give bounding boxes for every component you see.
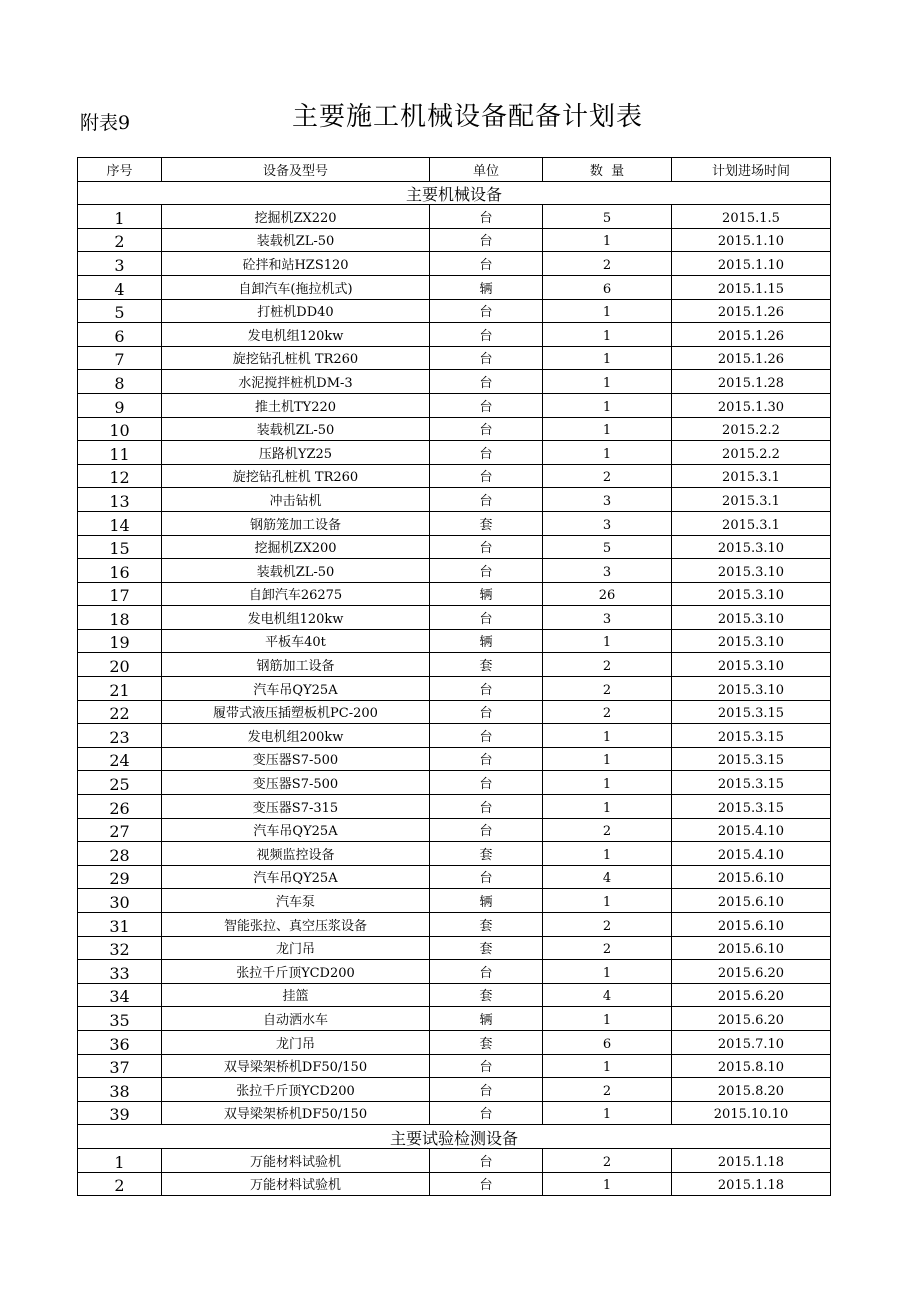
cell-unit: 台 <box>430 724 543 748</box>
cell-qty: 1 <box>543 1007 672 1031</box>
cell-qty: 1 <box>543 889 672 913</box>
cell-no: 24 <box>78 747 162 771</box>
cell-name: 砼拌和站HZS120 <box>162 252 430 276</box>
cell-unit: 台 <box>430 795 543 819</box>
cell-no: 8 <box>78 370 162 394</box>
cell-date: 2015.1.26 <box>672 346 831 370</box>
cell-qty: 26 <box>543 582 672 606</box>
cell-unit: 台 <box>430 346 543 370</box>
table-row <box>78 1148 831 1172</box>
cell-date: 2015.3.15 <box>672 747 831 771</box>
cell-no: 1 <box>78 1148 162 1172</box>
cell-no: 15 <box>78 535 162 559</box>
table-row <box>78 1172 831 1196</box>
cell-qty: 3 <box>543 488 672 512</box>
cell-name: 张拉千斤顶YCD200 <box>162 1078 430 1102</box>
cell-unit: 台 <box>430 1078 543 1102</box>
cell-date: 2015.2.2 <box>672 441 831 465</box>
header-date: 计划进场时间 <box>672 158 831 182</box>
cell-qty: 1 <box>543 795 672 819</box>
cell-date: 2015.4.10 <box>672 842 831 866</box>
cell-qty: 1 <box>543 417 672 441</box>
cell-name: 万能材料试验机 <box>162 1172 430 1196</box>
cell-qty: 3 <box>543 511 672 535</box>
cell-unit: 台 <box>430 441 543 465</box>
cell-date: 2015.3.10 <box>672 582 831 606</box>
cell-name: 装载机ZL-50 <box>162 417 430 441</box>
cell-no: 36 <box>78 1030 162 1054</box>
cell-unit: 套 <box>430 653 543 677</box>
cell-unit: 台 <box>430 960 543 984</box>
cell-no: 37 <box>78 1054 162 1078</box>
cell-no: 4 <box>78 275 162 299</box>
cell-name: 压路机YZ25 <box>162 441 430 465</box>
cell-unit: 台 <box>430 747 543 771</box>
cell-unit: 辆 <box>430 275 543 299</box>
table-row <box>78 606 831 630</box>
cell-qty: 2 <box>543 936 672 960</box>
cell-date: 2015.3.10 <box>672 606 831 630</box>
cell-name: 钢筋加工设备 <box>162 653 430 677</box>
header-unit: 单位 <box>430 158 543 182</box>
cell-unit: 辆 <box>430 582 543 606</box>
cell-no: 34 <box>78 983 162 1007</box>
appendix-label: 附表9 <box>80 112 131 134</box>
table-row <box>78 511 831 535</box>
table-row <box>78 1078 831 1102</box>
cell-qty: 5 <box>543 205 672 229</box>
cell-qty: 1 <box>543 1172 672 1196</box>
cell-qty: 1 <box>543 724 672 748</box>
table-row <box>78 1054 831 1078</box>
cell-no: 28 <box>78 842 162 866</box>
cell-no: 6 <box>78 323 162 347</box>
cell-unit: 台 <box>430 559 543 583</box>
cell-qty: 1 <box>543 346 672 370</box>
cell-name: 旋挖钻孔桩机 TR260 <box>162 346 430 370</box>
cell-date: 2015.3.15 <box>672 795 831 819</box>
cell-no: 19 <box>78 629 162 653</box>
cell-date: 2015.1.10 <box>672 252 831 276</box>
cell-qty: 2 <box>543 913 672 937</box>
cell-name: 发电机组120kw <box>162 606 430 630</box>
cell-no: 3 <box>78 252 162 276</box>
table-row <box>78 559 831 583</box>
table-row <box>78 1007 831 1031</box>
cell-no: 21 <box>78 677 162 701</box>
cell-date: 2015.1.18 <box>672 1172 831 1196</box>
cell-name: 挖掘机ZX200 <box>162 535 430 559</box>
cell-no: 12 <box>78 464 162 488</box>
table-row <box>78 346 831 370</box>
section-title-machinery: 主要机械设备 <box>78 181 831 205</box>
table-row <box>78 677 831 701</box>
cell-qty: 1 <box>543 747 672 771</box>
cell-no: 14 <box>78 511 162 535</box>
cell-qty: 1 <box>543 1101 672 1125</box>
cell-name: 装载机ZL-50 <box>162 559 430 583</box>
table-row <box>78 960 831 984</box>
header-row <box>78 158 831 182</box>
cell-unit: 台 <box>430 1054 543 1078</box>
cell-date: 2015.6.10 <box>672 913 831 937</box>
cell-unit: 台 <box>430 488 543 512</box>
table-row <box>78 441 831 465</box>
section-row-machinery <box>78 181 831 205</box>
cell-qty: 5 <box>543 535 672 559</box>
cell-no: 2 <box>78 1172 162 1196</box>
table-row <box>78 865 831 889</box>
table-row <box>78 464 831 488</box>
cell-unit: 台 <box>430 535 543 559</box>
cell-unit: 台 <box>430 393 543 417</box>
cell-name: 张拉千斤顶YCD200 <box>162 960 430 984</box>
table-row <box>78 582 831 606</box>
cell-date: 2015.3.15 <box>672 771 831 795</box>
cell-no: 39 <box>78 1101 162 1125</box>
cell-qty: 1 <box>543 441 672 465</box>
cell-name: 万能材料试验机 <box>162 1148 430 1172</box>
cell-unit: 套 <box>430 913 543 937</box>
cell-qty: 6 <box>543 1030 672 1054</box>
cell-date: 2015.3.1 <box>672 464 831 488</box>
header-name: 设备及型号 <box>162 158 430 182</box>
cell-unit: 台 <box>430 228 543 252</box>
cell-no: 2 <box>78 228 162 252</box>
cell-date: 2015.3.1 <box>672 511 831 535</box>
cell-no: 20 <box>78 653 162 677</box>
cell-qty: 2 <box>543 1078 672 1102</box>
cell-qty: 1 <box>543 960 672 984</box>
cell-qty: 2 <box>543 653 672 677</box>
header-qty: 数 量 <box>543 158 672 182</box>
cell-name: 冲击钻机 <box>162 488 430 512</box>
cell-no: 5 <box>78 299 162 323</box>
cell-qty: 1 <box>543 228 672 252</box>
cell-date: 2015.6.20 <box>672 983 831 1007</box>
cell-name: 汽车吊QY25A <box>162 677 430 701</box>
cell-name: 自动洒水车 <box>162 1007 430 1031</box>
cell-date: 2015.1.26 <box>672 299 831 323</box>
cell-unit: 台 <box>430 1172 543 1196</box>
cell-qty: 1 <box>543 323 672 347</box>
table-row <box>78 842 831 866</box>
cell-name: 汽车泵 <box>162 889 430 913</box>
cell-name: 龙门吊 <box>162 936 430 960</box>
cell-date: 2015.1.26 <box>672 323 831 347</box>
cell-unit: 台 <box>430 299 543 323</box>
cell-date: 2015.6.20 <box>672 960 831 984</box>
cell-unit: 台 <box>430 323 543 347</box>
cell-date: 2015.7.10 <box>672 1030 831 1054</box>
cell-qty: 4 <box>543 983 672 1007</box>
cell-date: 2015.10.10 <box>672 1101 831 1125</box>
cell-no: 10 <box>78 417 162 441</box>
cell-date: 2015.3.15 <box>672 724 831 748</box>
cell-date: 2015.1.5 <box>672 205 831 229</box>
cell-unit: 台 <box>430 1101 543 1125</box>
table-row <box>78 747 831 771</box>
cell-unit: 台 <box>430 252 543 276</box>
cell-date: 2015.6.10 <box>672 889 831 913</box>
cell-name: 平板车40t <box>162 629 430 653</box>
table-row <box>78 393 831 417</box>
cell-name: 水泥搅拌桩机DM-3 <box>162 370 430 394</box>
cell-no: 1 <box>78 205 162 229</box>
cell-date: 2015.3.1 <box>672 488 831 512</box>
cell-name: 汽车吊QY25A <box>162 818 430 842</box>
cell-unit: 套 <box>430 511 543 535</box>
table-row <box>78 629 831 653</box>
cell-no: 35 <box>78 1007 162 1031</box>
cell-qty: 2 <box>543 464 672 488</box>
cell-qty: 2 <box>543 677 672 701</box>
cell-unit: 台 <box>430 865 543 889</box>
cell-name: 挖掘机ZX220 <box>162 205 430 229</box>
cell-unit: 台 <box>430 417 543 441</box>
cell-name: 双导梁架桥机DF50/150 <box>162 1054 430 1078</box>
cell-no: 30 <box>78 889 162 913</box>
cell-unit: 台 <box>430 464 543 488</box>
table-row <box>78 488 831 512</box>
cell-qty: 1 <box>543 629 672 653</box>
cell-name: 打桩机DD40 <box>162 299 430 323</box>
cell-date: 2015.1.30 <box>672 393 831 417</box>
cell-date: 2015.1.10 <box>672 228 831 252</box>
cell-qty: 1 <box>543 370 672 394</box>
cell-name: 变压器S7-500 <box>162 771 430 795</box>
cell-unit: 套 <box>430 936 543 960</box>
cell-date: 2015.1.28 <box>672 370 831 394</box>
cell-unit: 台 <box>430 771 543 795</box>
cell-unit: 套 <box>430 842 543 866</box>
table-row <box>78 795 831 819</box>
cell-name: 装载机ZL-50 <box>162 228 430 252</box>
section-row-testing <box>78 1125 831 1149</box>
table-row <box>78 1101 831 1125</box>
cell-unit: 台 <box>430 606 543 630</box>
cell-unit: 套 <box>430 1030 543 1054</box>
cell-no: 23 <box>78 724 162 748</box>
cell-name: 自卸汽车(拖拉机式) <box>162 275 430 299</box>
cell-no: 9 <box>78 393 162 417</box>
table-row <box>78 535 831 559</box>
table-row <box>78 323 831 347</box>
cell-qty: 3 <box>543 559 672 583</box>
table-row <box>78 913 831 937</box>
cell-date: 2015.8.20 <box>672 1078 831 1102</box>
cell-no: 38 <box>78 1078 162 1102</box>
cell-no: 11 <box>78 441 162 465</box>
cell-qty: 3 <box>543 606 672 630</box>
cell-qty: 4 <box>543 865 672 889</box>
cell-qty: 2 <box>543 252 672 276</box>
cell-date: 2015.3.10 <box>672 535 831 559</box>
cell-date: 2015.3.10 <box>672 677 831 701</box>
cell-no: 33 <box>78 960 162 984</box>
cell-no: 32 <box>78 936 162 960</box>
table-row <box>78 299 831 323</box>
table-row <box>78 653 831 677</box>
table-row <box>78 936 831 960</box>
cell-no: 26 <box>78 795 162 819</box>
cell-date: 2015.8.10 <box>672 1054 831 1078</box>
cell-qty: 2 <box>543 1148 672 1172</box>
cell-unit: 台 <box>430 677 543 701</box>
table-row <box>78 700 831 724</box>
cell-date: 2015.3.15 <box>672 700 831 724</box>
table-row <box>78 370 831 394</box>
cell-unit: 台 <box>430 1148 543 1172</box>
cell-unit: 辆 <box>430 629 543 653</box>
cell-date: 2015.2.2 <box>672 417 831 441</box>
cell-date: 2015.3.10 <box>672 559 831 583</box>
table-row <box>78 983 831 1007</box>
cell-no: 17 <box>78 582 162 606</box>
cell-date: 2015.3.10 <box>672 629 831 653</box>
cell-date: 2015.6.20 <box>672 1007 831 1031</box>
cell-qty: 2 <box>543 818 672 842</box>
table-row <box>78 275 831 299</box>
cell-date: 2015.3.10 <box>672 653 831 677</box>
cell-unit: 台 <box>430 818 543 842</box>
section-title-testing: 主要试验检测设备 <box>78 1125 831 1149</box>
cell-unit: 辆 <box>430 1007 543 1031</box>
cell-no: 29 <box>78 865 162 889</box>
cell-qty: 1 <box>543 771 672 795</box>
cell-name: 履带式液压插塑板机PC-200 <box>162 700 430 724</box>
cell-unit: 辆 <box>430 889 543 913</box>
table-row <box>78 1030 831 1054</box>
cell-date: 2015.6.10 <box>672 936 831 960</box>
cell-no: 7 <box>78 346 162 370</box>
table-row <box>78 228 831 252</box>
cell-date: 2015.6.10 <box>672 865 831 889</box>
table-row <box>78 205 831 229</box>
cell-no: 16 <box>78 559 162 583</box>
cell-unit: 套 <box>430 983 543 1007</box>
cell-name: 挂篮 <box>162 983 430 1007</box>
cell-unit: 台 <box>430 205 543 229</box>
cell-date: 2015.1.15 <box>672 275 831 299</box>
cell-qty: 2 <box>543 700 672 724</box>
cell-date: 2015.4.10 <box>672 818 831 842</box>
cell-unit: 台 <box>430 370 543 394</box>
cell-no: 13 <box>78 488 162 512</box>
cell-qty: 1 <box>543 1054 672 1078</box>
cell-date: 2015.1.18 <box>672 1148 831 1172</box>
cell-name: 钢筋笼加工设备 <box>162 511 430 535</box>
cell-name: 视频监控设备 <box>162 842 430 866</box>
header-no: 序号 <box>78 158 162 182</box>
cell-qty: 6 <box>543 275 672 299</box>
cell-qty: 1 <box>543 393 672 417</box>
cell-name: 推土机TY220 <box>162 393 430 417</box>
cell-name: 变压器S7-500 <box>162 747 430 771</box>
table-row <box>78 724 831 748</box>
cell-name: 汽车吊QY25A <box>162 865 430 889</box>
table-row <box>78 417 831 441</box>
cell-name: 自卸汽车26275 <box>162 582 430 606</box>
table-row <box>78 771 831 795</box>
table-row <box>78 252 831 276</box>
cell-name: 智能张拉、真空压浆设备 <box>162 913 430 937</box>
cell-name: 龙门吊 <box>162 1030 430 1054</box>
cell-name: 发电机组200kw <box>162 724 430 748</box>
cell-no: 25 <box>78 771 162 795</box>
cell-name: 双导梁架桥机DF50/150 <box>162 1101 430 1125</box>
cell-no: 18 <box>78 606 162 630</box>
cell-name: 发电机组120kw <box>162 323 430 347</box>
cell-no: 31 <box>78 913 162 937</box>
equipment-table <box>77 157 831 1196</box>
cell-qty: 1 <box>543 299 672 323</box>
cell-qty: 1 <box>543 842 672 866</box>
table-row <box>78 889 831 913</box>
cell-no: 27 <box>78 818 162 842</box>
cell-no: 22 <box>78 700 162 724</box>
table-row <box>78 818 831 842</box>
cell-name: 变压器S7-315 <box>162 795 430 819</box>
cell-unit: 台 <box>430 700 543 724</box>
cell-name: 旋挖钻孔桩机 TR260 <box>162 464 430 488</box>
page-title: 主要施工机械设备配备计划表 <box>292 102 644 132</box>
